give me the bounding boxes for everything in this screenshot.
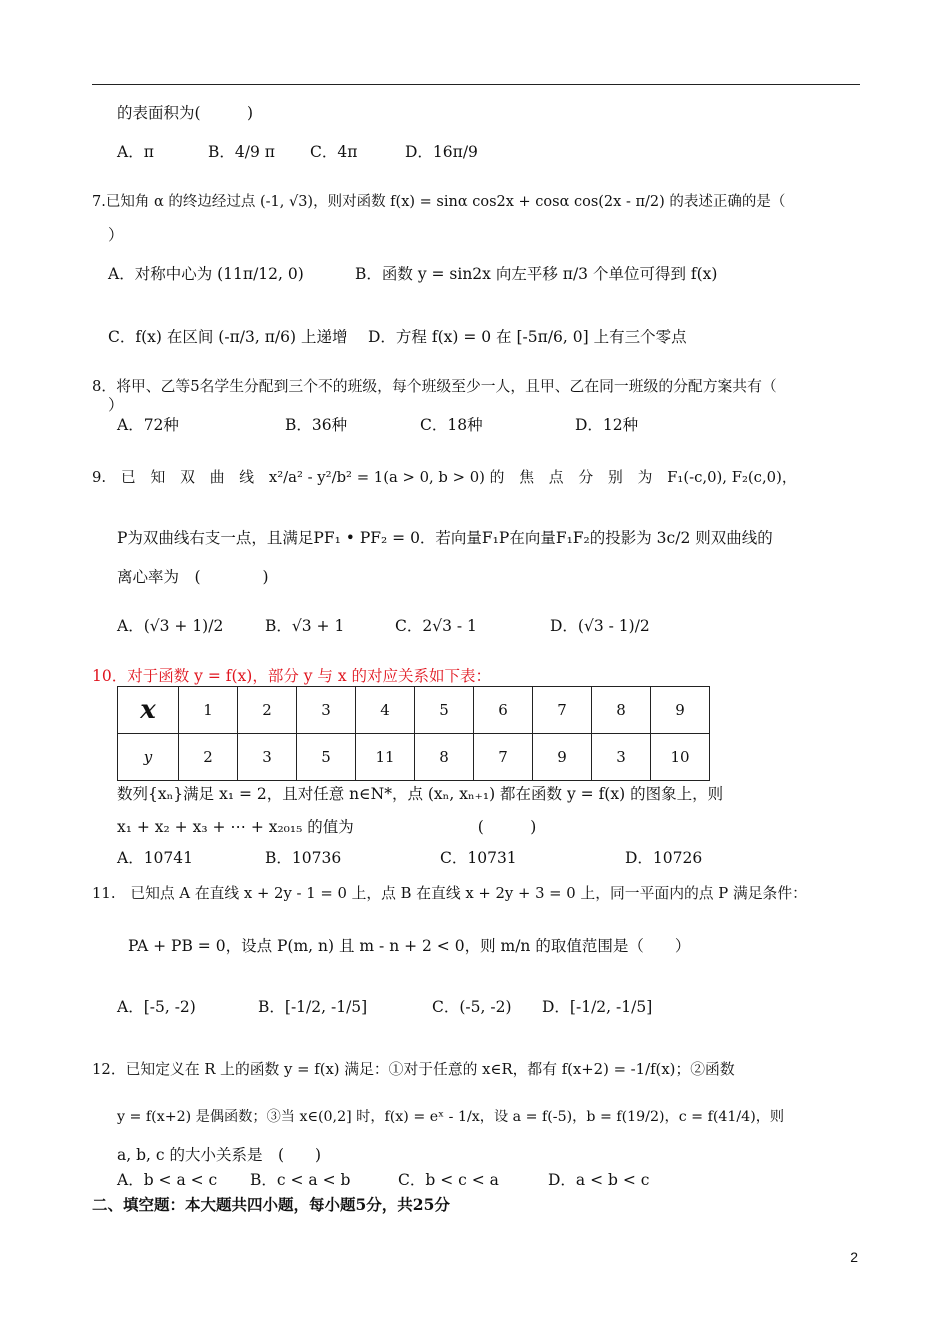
q10-option-c: C．10731 (440, 849, 517, 867)
q7-option-b: B．函数 y = sin2x 向左平移 π/3 个单位可得到 f(x) (355, 265, 718, 283)
header-rule (92, 84, 860, 85)
q11-option-c: C．(-5, -2) (432, 998, 512, 1016)
q8-option-d: D．12种 (575, 416, 639, 434)
table-cell: 11 (356, 734, 415, 781)
q12-option-d: D．a < b < c (548, 1171, 650, 1189)
q10-stem: 10．对于函数 y = f(x)，部分 y 与 x 的对应关系如下表： (92, 667, 492, 685)
table-cell: 3 (238, 734, 297, 781)
section-heading-fill-in: 二、填空题：本大题共四小题，每小题5分，共25分 (92, 1195, 450, 1214)
q12-option-b: B．c < a < b (250, 1171, 351, 1189)
q12-stem-line3: a, b, c 的大小关系是 ( ) (117, 1146, 322, 1164)
q8-option-b: B．36种 (285, 416, 348, 434)
q7-option-d: D．方程 f(x) = 0 在 [-5π/6, 0] 上有三个零点 (368, 328, 687, 346)
q10-option-b: B．10736 (265, 849, 342, 867)
q6-option-a: A．π (117, 143, 154, 161)
q11-stem-line2: PA + PB = 0，设点 P(m, n) 且 m - n + 2 < 0，则 m/n 的取值范围是（ ） (128, 937, 691, 955)
table-cell: 3 (297, 687, 356, 734)
table-cell: 10 (651, 734, 710, 781)
table-cell: 1 (179, 687, 238, 734)
q12-option-a: A．b < a < c (117, 1171, 218, 1189)
q11-option-d: D．[-1/2, -1/5] (542, 998, 653, 1016)
q6-option-d: D．16π/9 (405, 143, 478, 161)
q8-stem-end: ） (108, 396, 124, 414)
q10-line2: 数列{xₙ}满足 x₁ = 2，且对任意 n∈N*，点 (xₙ, xₙ₊₁) 都在函数 y = f(x) 的图象上，则 (117, 785, 724, 803)
q8-option-c: C．18种 (420, 416, 483, 434)
q7-option-a: A．对称中心为 (11π/12, 0) (108, 265, 304, 283)
table-cell: 4 (356, 687, 415, 734)
q10-value-table (117, 686, 710, 781)
q9-stem-line1: 9. 已 知 双 曲 线 x²/a² - y²/b² = 1(a > 0, b > 0) 的 焦 点 分 别 为 F₁(-c,0), F₂(c,0)， (92, 469, 797, 486)
table-row-y (118, 734, 710, 781)
q6-option-b: B．4/9 π (208, 143, 275, 161)
table-cell: 2 (179, 734, 238, 781)
q8-option-a: A．72种 (117, 416, 179, 434)
q6-option-c: C．4π (310, 143, 358, 161)
q12-stem-line1: 12．已知定义在 R 上的函数 y = f(x) 满足：①对于任意的 x∈R，都有 f(x+2) = -1/f(x)；②函数 (92, 1061, 735, 1078)
q9-stem-line2: P为双曲线右支一点，且满足PF₁ • PF₂ = 0．若向量F₁P在向量F₁F₂的投影为 3c/2 则双曲线的 (117, 529, 773, 547)
table-cell: 6 (474, 687, 533, 734)
q7-stem: 7.已知角 α 的终边经过点 (-1, √3)，则对函数 f(x) = sinα cos2x + cosα cos(2x - π/2) 的表述正确的是（ (92, 194, 786, 210)
q9-option-b: B．√3 + 1 (265, 617, 345, 635)
q10-option-d: D．10726 (625, 849, 703, 867)
table-row-x (118, 687, 710, 734)
table-cell: 8 (592, 687, 651, 734)
table-cell: 9 (533, 734, 592, 781)
table-cell: 2 (238, 687, 297, 734)
q9-option-c: C．2√3 - 1 (395, 617, 477, 635)
q12-option-c: C．b < c < a (398, 1171, 499, 1189)
q9-option-d: D．(√3 - 1)/2 (550, 617, 650, 635)
table-cell: 7 (533, 687, 592, 734)
q9-option-a: A．(√3 + 1)/2 (117, 617, 224, 635)
table-head-x: x (118, 687, 179, 734)
q7-option-c: C．f(x) 在区间 (-π/3, π/6) 上递增 (108, 328, 348, 346)
page-number: 2 (850, 1249, 858, 1265)
table-cell: 9 (651, 687, 710, 734)
table-cell: 5 (415, 687, 474, 734)
q10-line3: x₁ + x₂ + x₃ + ⋯ + x₂₀₁₅ 的值为 ( ) (117, 818, 537, 836)
q9-stem-line3: 离心率为 ( ) (117, 568, 269, 586)
q11-stem-line1: 11. 已知点 A 在直线 x + 2y - 1 = 0 上，点 B 在直线 x + 2y + 3 = 0 上，同一平面内的点 P 满足条件： (92, 885, 807, 902)
table-cell: 8 (415, 734, 474, 781)
q12-stem-line2: y = f(x+2) 是偶函数；③当 x∈(0,2] 时，f(x) = eˣ - 1/x，设 a = f(-5)，b = f(19/2)，c = f(41/4)，则 (117, 1109, 785, 1125)
table-cell: 5 (297, 734, 356, 781)
q6-tail: 的表面积为( ) (117, 104, 254, 122)
table-cell: 3 (592, 734, 651, 781)
q7-stem-end: ） (108, 226, 124, 244)
q11-option-a: A．[-5, -2) (117, 998, 196, 1016)
table-cell: 7 (474, 734, 533, 781)
q11-option-b: B．[-1/2, -1/5] (258, 998, 368, 1016)
q10-option-a: A．10741 (117, 849, 194, 867)
table-head-y: y (118, 734, 179, 781)
q8-stem: 8．将甲、乙等5名学生分配到三个不的班级，每个班级至少一人，且甲、乙在同一班级的分配方案共有（ (92, 378, 777, 395)
